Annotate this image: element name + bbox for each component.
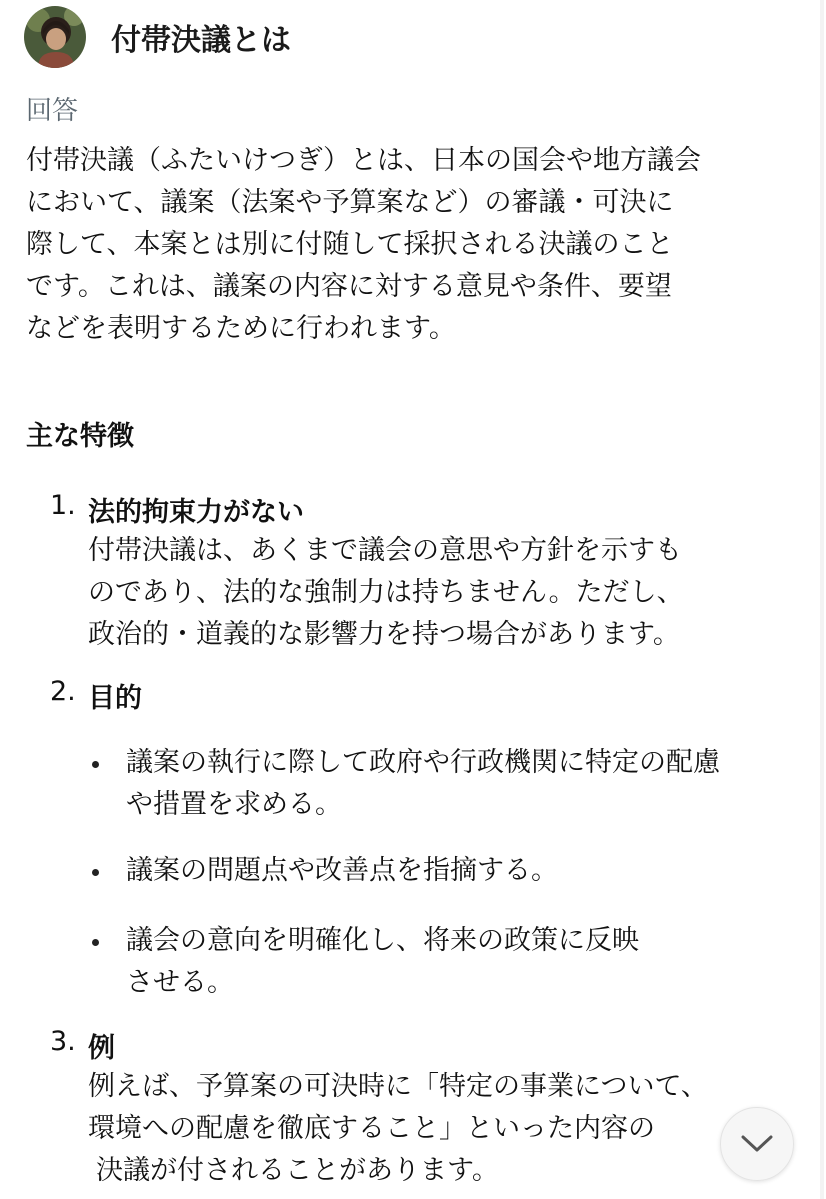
bullet-dot-icon	[92, 869, 99, 876]
intro-line: です。これは、議案の内容に対する意見や条件、要望	[26, 271, 672, 302]
intro-line: などを表明するために行われます。	[26, 313, 456, 344]
list-item-body	[88, 1066, 708, 1192]
bullet-line: 議案の執行に際して政府や行政機関に特定の配慮	[126, 747, 720, 778]
scroll-down-button[interactable]	[720, 1107, 794, 1181]
body-line: のであり、法的な強制力は持ちません。ただし、	[88, 577, 684, 608]
bullet-item	[126, 850, 558, 892]
scrollbar[interactable]	[820, 0, 824, 1199]
bullet-item	[126, 920, 639, 1004]
intro-line: 付帯決議（ふたいけつぎ）とは、日本の国会や地方議会	[26, 145, 701, 176]
avatar[interactable]	[24, 6, 86, 68]
bullet-line: や措置を求める。	[126, 789, 342, 820]
bullet-line: 議案の問題点や改善点を指摘する。	[126, 855, 558, 886]
body-line: 付帯決議は、あくまで議会の意思や方針を示すも	[88, 535, 682, 566]
list-item-title: 法的拘束力がない	[88, 497, 304, 528]
list-number: 2.	[50, 676, 76, 707]
bullet-line: 議会の意向を明確化し、将来の政策に反映	[126, 925, 639, 956]
list-number: 3.	[50, 1026, 76, 1057]
list-number: 1.	[50, 490, 76, 521]
user-avatar-icon	[24, 6, 86, 68]
list-item-title: 目的	[88, 683, 142, 714]
intro-line: において、議案（法案や予算案など）の審議・可決に	[26, 187, 674, 218]
list-item-title: 例	[88, 1033, 115, 1064]
intro-paragraph	[26, 140, 796, 350]
body-line: 環境への配慮を徹底すること」といった内容の	[88, 1113, 655, 1144]
bullet-dot-icon	[92, 939, 99, 946]
bullet-dot-icon	[92, 761, 99, 768]
list-item-body	[88, 530, 684, 656]
body-line: 決議が付されることがあります。	[96, 1155, 499, 1186]
intro-line: 際して、本案とは別に付随して採択される決議のこと	[26, 229, 674, 260]
bullet-item	[126, 742, 720, 826]
body-line: 政治的・道義的な影響力を持つ場合があります。	[88, 619, 680, 650]
query-header	[24, 5, 291, 69]
query-title: 付帯決議とは	[111, 23, 291, 58]
section-heading: 主な特徴	[26, 421, 134, 452]
bullet-line: させる。	[126, 967, 234, 998]
body-line: 例えば、予算案の可決時に「特定の事業について、	[88, 1071, 708, 1102]
answer-label: 回答	[26, 96, 79, 126]
chevron-down-icon	[740, 1134, 774, 1154]
